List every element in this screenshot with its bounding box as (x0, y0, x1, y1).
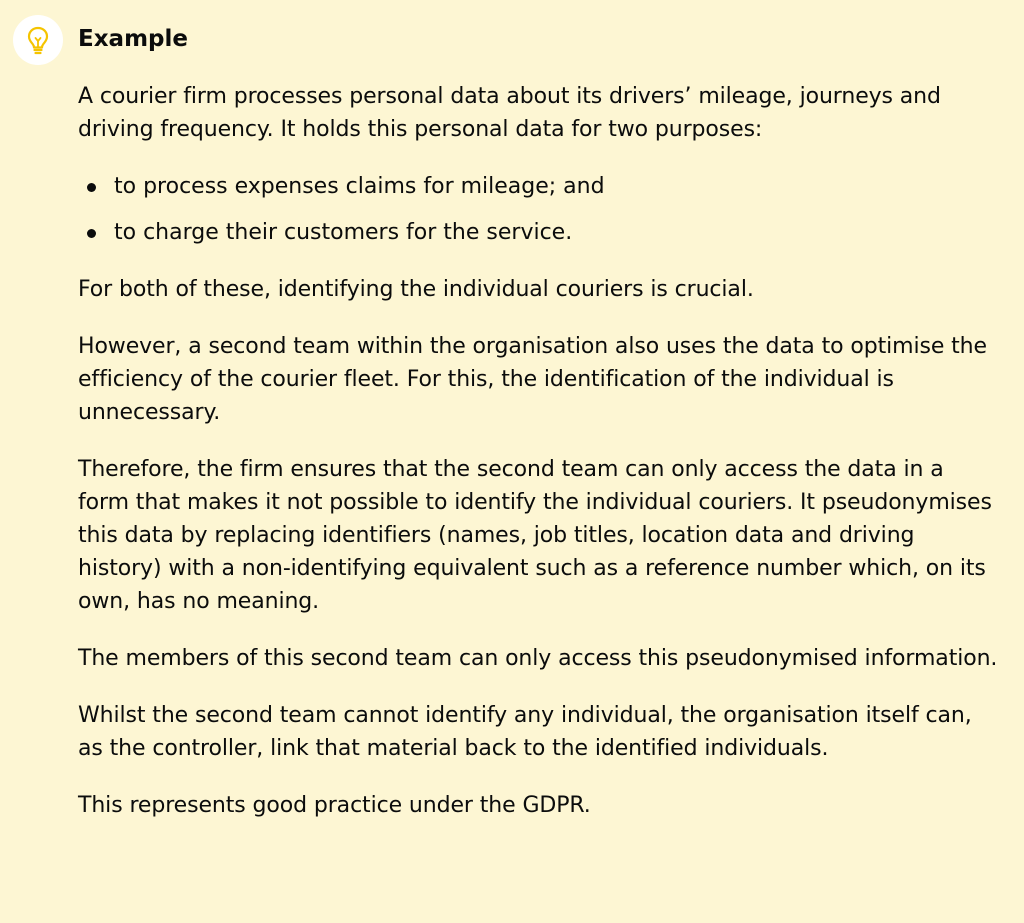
bullet-dot (87, 183, 96, 192)
purposes-list (78, 170, 998, 249)
paragraph-access: The members of this second team can only access this pseudonymised information. (78, 646, 998, 671)
list-item-text: to process expenses claims for mileage; and (114, 174, 605, 199)
callout-content (78, 23, 998, 822)
list-item (78, 216, 998, 249)
lightbulb-icon (25, 25, 51, 55)
paragraph-good-practice: This represents good practice under the GDPR. (78, 793, 591, 818)
intro-paragraph: A courier firm processes personal data about its drivers’ mileage, journeys and driving frequency. It holds this personal data for two purposes: (78, 84, 941, 142)
callout-title: Example (78, 26, 188, 52)
paragraph-pseudonymisation: Therefore, the firm ensures that the second team can only access the data in a form that makes it not possible to identify the individual couriers. It pseudonymises this data by replacing identifiers (names, job titles, location data and driving history) with a non-identifying equivalent such as a reference number which, on its own, has no meaning. (78, 457, 992, 614)
lightbulb-icon-badge (13, 15, 63, 65)
paragraph-second-team: However, a second team within the organisation also uses the data to optimise the efficiency of the courier fleet. For this, the identification of the individual is unnecessary. (78, 334, 987, 425)
paragraph-controller: Whilst the second team cannot identify any individual, the organisation itself can, as the controller, link that material back to the identified individuals. (78, 703, 972, 761)
bullet-dot (87, 229, 96, 238)
list-item (78, 170, 998, 203)
paragraph-identification: For both of these, identifying the individual couriers is crucial. (78, 277, 754, 302)
list-item-text: to charge their customers for the service. (114, 220, 573, 245)
